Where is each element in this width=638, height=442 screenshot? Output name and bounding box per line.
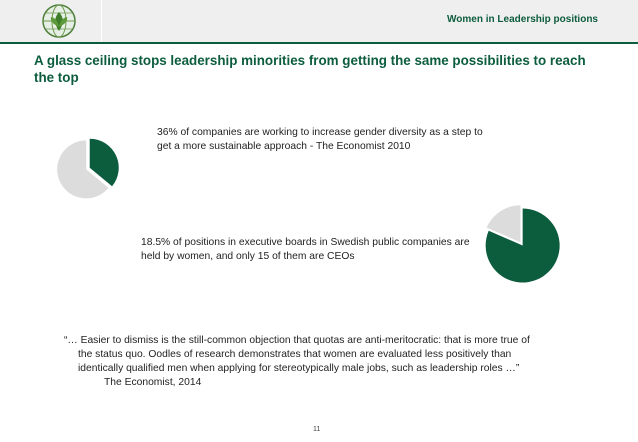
quote-line: the status quo. Oodles of research demonstrates that women are evaluated less positively than [78, 349, 512, 360]
stat-text-diversity: 36% of companies are working to increase gender diversity as a step to get a more sustainable approach - The Economist 2010 [157, 127, 483, 152]
header-bar [0, 0, 638, 42]
quote-source: The Economist, 2014 [104, 377, 202, 388]
stat-text-executive-boards: 18.5% of positions in executive boards in Swedish public companies are held by women, and only 15 of them are CEOs [141, 237, 470, 262]
page-number: 11 [313, 426, 321, 433]
globe-plant-logo-icon [41, 3, 77, 39]
pie-chart-executive-boards [483, 197, 567, 287]
header-underline [0, 42, 638, 44]
section-title: Women in Leadership positions [447, 14, 598, 25]
quote-block [64, 334, 604, 390]
quote-line: identically qualified men when applying for stereotypically male jobs, such as leadership roles …” [78, 363, 520, 374]
header-divider [101, 0, 102, 42]
quote-line: “… Easier to dismiss is the still-common objection that quotas are anti-meritocratic: that is more true of [64, 335, 530, 346]
pie-chart-diversity [57, 126, 121, 212]
slide-headline: A glass ceiling stops leadership minorities from getting the same possibilities to reach the top [34, 53, 586, 85]
